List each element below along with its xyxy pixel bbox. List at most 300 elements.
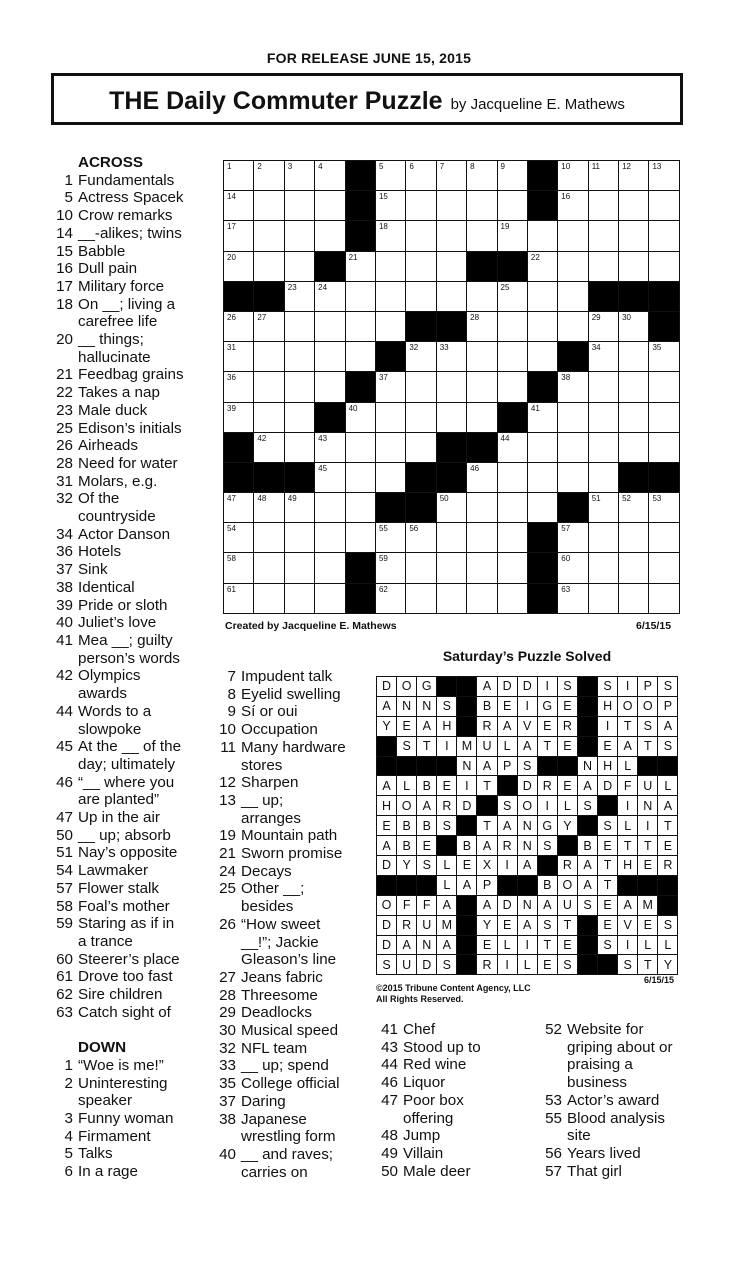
grid-cell[interactable] [375,161,405,191]
grid-cell[interactable] [284,251,314,281]
clue[interactable] [214,969,374,987]
clue[interactable] [51,384,221,402]
grid-cell[interactable] [558,191,588,221]
grid-cell[interactable] [497,553,527,583]
clue[interactable] [214,987,374,1005]
clue[interactable] [51,490,221,508]
clue[interactable] [214,845,374,863]
grid-cell[interactable] [315,493,345,523]
grid-cell[interactable] [497,462,527,492]
grid-cell[interactable] [406,402,436,432]
clue[interactable] [51,632,221,650]
grid-cell[interactable] [224,553,254,583]
grid-cell[interactable] [345,432,375,462]
grid-cell[interactable] [254,342,284,372]
grid-cell[interactable] [588,523,618,553]
grid-cell[interactable] [649,493,679,523]
clue[interactable] [51,685,221,703]
grid-cell[interactable] [224,493,254,523]
solution-letter: B [477,696,497,716]
grid-cell[interactable] [436,583,466,613]
grid-cell[interactable] [619,251,649,281]
grid-cell[interactable] [558,462,588,492]
grid-cell[interactable] [588,311,618,341]
cell-number: 37 [378,373,388,383]
clue[interactable] [51,473,221,491]
clue[interactable] [51,738,221,756]
clue[interactable] [51,543,221,561]
clue[interactable] [214,703,374,721]
grid-cell[interactable] [619,493,649,523]
clue[interactable] [214,827,374,845]
clue[interactable] [214,1111,374,1129]
clue[interactable] [376,1074,536,1092]
grid-cell[interactable] [588,553,618,583]
grid-cell[interactable] [406,432,436,462]
grid-cell[interactable] [527,221,557,251]
grid-cell[interactable] [649,191,679,221]
clue[interactable] [51,225,221,243]
clue[interactable] [214,792,374,810]
clue[interactable] [214,1128,374,1146]
grid-cell[interactable] [254,372,284,402]
grid-cell[interactable] [497,191,527,221]
grid-cell[interactable] [467,161,497,191]
grid-cell[interactable] [527,462,557,492]
grid-cell[interactable] [315,372,345,402]
clue[interactable] [51,986,221,1004]
grid-cell[interactable] [375,221,405,251]
grid-cell[interactable] [619,191,649,221]
grid-cell[interactable] [345,311,375,341]
grid-cell[interactable] [497,311,527,341]
grid-cell[interactable] [588,191,618,221]
clue[interactable] [540,1056,700,1074]
grid-cell[interactable] [436,251,466,281]
grid-cell[interactable] [436,372,466,402]
clue[interactable] [51,243,221,261]
clue[interactable] [51,721,221,739]
grid-cell[interactable] [284,553,314,583]
grid-cell[interactable] [315,221,345,251]
clue[interactable] [540,1092,700,1110]
grid-cell[interactable] [558,402,588,432]
grid-cell[interactable] [588,221,618,251]
grid-cell[interactable] [224,583,254,613]
clue[interactable] [214,1004,374,1022]
grid-cell[interactable] [649,161,679,191]
grid-cell[interactable] [558,553,588,583]
grid-cell[interactable] [649,523,679,553]
black-square [284,462,314,492]
clue[interactable] [51,844,221,862]
grid-cell[interactable] [497,161,527,191]
grid-cell[interactable] [375,432,405,462]
clue[interactable] [51,366,221,384]
grid-cell[interactable] [467,402,497,432]
grid-cell[interactable] [558,372,588,402]
clue[interactable] [51,579,221,597]
grid-cell[interactable] [436,221,466,251]
clue[interactable] [376,1110,536,1128]
clue[interactable] [51,1145,221,1163]
clue[interactable] [51,260,221,278]
grid-cell[interactable] [284,372,314,402]
grid-cell[interactable] [588,342,618,372]
grid-cell[interactable] [649,583,679,613]
grid-cell[interactable] [345,402,375,432]
grid-cell[interactable] [345,342,375,372]
grid-cell[interactable] [588,462,618,492]
grid-cell[interactable] [406,221,436,251]
grid-cell[interactable] [406,583,436,613]
clue[interactable] [376,1092,536,1110]
grid-cell[interactable] [375,402,405,432]
grid-cell[interactable] [406,523,436,553]
grid-cell[interactable] [619,161,649,191]
clue[interactable] [376,1163,536,1181]
clue[interactable] [51,1004,221,1022]
clue[interactable] [214,1093,374,1111]
clue[interactable] [51,1110,221,1128]
clue[interactable] [214,1057,374,1075]
grid-cell[interactable] [558,311,588,341]
clue[interactable] [214,810,374,828]
grid-cell[interactable] [619,372,649,402]
grid-cell[interactable] [284,493,314,523]
clue[interactable] [51,455,221,473]
grid-cell[interactable] [467,523,497,553]
clue[interactable] [51,614,221,632]
grid-cell[interactable] [588,432,618,462]
grid-cell[interactable] [284,342,314,372]
grid-cell[interactable] [467,493,497,523]
clue[interactable] [376,1039,536,1057]
grid-cell[interactable] [558,432,588,462]
grid-cell[interactable] [406,251,436,281]
clue[interactable] [214,934,374,952]
clue[interactable] [51,278,221,296]
solution-black-square [577,716,597,736]
grid-cell[interactable] [558,251,588,281]
grid-cell[interactable] [345,281,375,311]
clue[interactable] [540,1039,700,1057]
grid-cell[interactable] [254,523,284,553]
grid-cell[interactable] [375,583,405,613]
grid-cell[interactable] [284,161,314,191]
clue[interactable] [51,809,221,827]
grid-cell[interactable] [649,221,679,251]
clue[interactable] [214,863,374,881]
clue-text: Male deer [403,1162,471,1180]
grid-cell[interactable] [345,251,375,281]
grid-cell[interactable] [497,523,527,553]
clue[interactable] [214,721,374,739]
grid-cell[interactable] [224,221,254,251]
grid-cell[interactable] [406,191,436,221]
grid-cell[interactable] [284,432,314,462]
grid-cell[interactable] [558,221,588,251]
solution-letter: S [417,856,437,876]
clue[interactable] [51,349,221,367]
grid-cell[interactable] [315,161,345,191]
grid-cell[interactable] [375,462,405,492]
grid-cell[interactable] [619,221,649,251]
grid-cell[interactable] [467,221,497,251]
clue[interactable] [51,402,221,420]
clue[interactable] [51,597,221,615]
clue[interactable] [51,791,221,809]
grid-cell[interactable] [467,342,497,372]
clue-text: Other __; [241,880,305,898]
clue[interactable] [51,650,221,668]
grid-cell[interactable] [436,161,466,191]
grid-cell[interactable] [284,281,314,311]
clue[interactable] [51,774,221,792]
grid-cell[interactable] [254,402,284,432]
clue[interactable] [51,508,221,526]
grid-cell[interactable] [375,553,405,583]
clue[interactable] [214,1146,374,1164]
grid-cell[interactable] [619,583,649,613]
grid-cell[interactable] [497,583,527,613]
clue[interactable] [51,915,221,933]
clue[interactable] [51,880,221,898]
grid-cell[interactable] [375,372,405,402]
grid-cell[interactable] [254,191,284,221]
grid-cell[interactable] [558,523,588,553]
clue[interactable] [540,1163,700,1181]
grid-cell[interactable] [436,281,466,311]
clue[interactable] [376,1127,536,1145]
grid-cell[interactable] [345,493,375,523]
clue[interactable] [51,667,221,685]
grid-cell[interactable] [406,281,436,311]
grid-cell[interactable] [619,402,649,432]
grid-cell[interactable] [467,191,497,221]
grid-cell[interactable] [588,251,618,281]
clue[interactable] [214,951,374,969]
solution-black-square [658,756,678,776]
grid-cell[interactable] [315,342,345,372]
grid-cell[interactable] [558,161,588,191]
grid-cell[interactable] [558,583,588,613]
clue[interactable] [51,561,221,579]
grid-cell[interactable] [315,432,345,462]
clue[interactable] [376,1145,536,1163]
clue[interactable] [51,420,221,438]
grid-cell[interactable] [406,342,436,372]
grid-cell[interactable] [527,432,557,462]
grid-cell[interactable] [406,161,436,191]
clue[interactable] [51,1163,221,1181]
clue[interactable] [51,827,221,845]
grid-cell[interactable] [619,432,649,462]
grid-cell[interactable] [619,523,649,553]
crossword-grid[interactable] [223,160,680,614]
clue[interactable] [51,968,221,986]
solution-letter: S [537,915,557,935]
grid-cell[interactable] [527,342,557,372]
grid-cell[interactable] [588,161,618,191]
clue[interactable] [214,916,374,934]
grid-cell[interactable] [467,462,497,492]
grid-cell[interactable] [436,553,466,583]
grid-cell[interactable] [315,191,345,221]
grid-cell[interactable] [254,161,284,191]
clue[interactable] [51,313,221,331]
grid-cell[interactable] [224,342,254,372]
grid-cell[interactable] [284,523,314,553]
clue[interactable] [51,898,221,916]
grid-cell[interactable] [649,342,679,372]
clue[interactable] [214,1022,374,1040]
clue[interactable] [51,172,221,190]
solution-black-square [537,856,557,876]
grid-cell[interactable] [558,281,588,311]
grid-cell[interactable] [375,311,405,341]
grid-cell[interactable] [254,553,284,583]
clue[interactable] [376,1021,536,1039]
grid-cell[interactable] [224,251,254,281]
clue[interactable] [214,686,374,704]
grid-cell[interactable] [224,402,254,432]
grid-cell[interactable] [284,583,314,613]
grid-cell[interactable] [224,161,254,191]
clue[interactable] [214,898,374,916]
grid-cell[interactable] [436,523,466,553]
grid-cell[interactable] [224,372,254,402]
clue[interactable] [51,189,221,207]
grid-cell[interactable] [315,583,345,613]
clue[interactable] [51,862,221,880]
grid-cell[interactable] [254,221,284,251]
grid-cell[interactable] [497,432,527,462]
grid-cell[interactable] [284,311,314,341]
grid-cell[interactable] [254,493,284,523]
clue[interactable] [51,703,221,721]
clue[interactable] [214,880,374,898]
clue[interactable] [540,1021,700,1039]
grid-cell[interactable] [527,493,557,523]
grid-cell[interactable] [315,553,345,583]
grid-cell[interactable] [497,372,527,402]
grid-cell[interactable] [436,493,466,523]
grid-cell[interactable] [588,583,618,613]
grid-cell[interactable] [619,553,649,583]
grid-cell[interactable] [497,342,527,372]
grid-cell[interactable] [375,281,405,311]
grid-cell[interactable] [406,553,436,583]
grid-cell[interactable] [254,251,284,281]
grid-cell[interactable] [649,372,679,402]
grid-cell[interactable] [588,402,618,432]
grid-cell[interactable] [467,311,497,341]
grid-cell[interactable] [254,432,284,462]
grid-cell[interactable] [527,281,557,311]
clue[interactable] [51,933,221,951]
grid-cell[interactable] [315,462,345,492]
clue[interactable] [376,1056,536,1074]
clue[interactable] [214,739,374,757]
clue[interactable] [540,1145,700,1163]
grid-cell[interactable] [497,221,527,251]
grid-cell[interactable] [467,583,497,613]
grid-cell[interactable] [284,402,314,432]
clue[interactable] [51,296,221,314]
grid-cell[interactable] [467,281,497,311]
grid-cell[interactable] [345,462,375,492]
grid-cell[interactable] [284,221,314,251]
grid-cell[interactable] [649,251,679,281]
grid-cell[interactable] [436,402,466,432]
grid-cell[interactable] [619,311,649,341]
grid-cell[interactable] [467,553,497,583]
grid-cell[interactable] [588,493,618,523]
grid-cell[interactable] [527,251,557,281]
grid-cell[interactable] [527,311,557,341]
clue[interactable] [214,1075,374,1093]
grid-cell[interactable] [588,372,618,402]
grid-cell[interactable] [254,583,284,613]
clue[interactable] [51,951,221,969]
grid-cell[interactable] [375,191,405,221]
grid-cell[interactable] [254,311,284,341]
solution-letter: D [517,677,537,697]
grid-cell[interactable] [406,372,436,402]
grid-cell[interactable] [345,523,375,553]
clue[interactable] [214,774,374,792]
grid-cell[interactable] [649,402,679,432]
grid-cell[interactable] [619,342,649,372]
grid-cell[interactable] [284,191,314,221]
grid-cell[interactable] [224,523,254,553]
clue[interactable] [214,668,374,686]
grid-cell[interactable] [497,493,527,523]
grid-cell[interactable] [224,311,254,341]
clue[interactable] [214,1164,374,1182]
grid-cell[interactable] [375,523,405,553]
grid-cell[interactable] [467,372,497,402]
grid-cell[interactable] [497,281,527,311]
clue[interactable] [540,1110,700,1128]
clue[interactable] [51,756,221,774]
grid-cell[interactable] [436,191,466,221]
clue[interactable] [214,757,374,775]
clue[interactable] [51,207,221,225]
clue[interactable] [214,1040,374,1058]
clue[interactable] [51,1057,221,1075]
grid-cell[interactable] [436,342,466,372]
grid-cell[interactable] [315,311,345,341]
grid-cell[interactable] [224,191,254,221]
clue[interactable] [51,1092,221,1110]
grid-cell[interactable] [527,402,557,432]
grid-cell[interactable] [375,251,405,281]
clue[interactable] [51,526,221,544]
grid-cell[interactable] [649,553,679,583]
clue[interactable] [540,1127,700,1145]
clue[interactable] [51,437,221,455]
grid-cell[interactable] [315,281,345,311]
clue[interactable] [51,331,221,349]
clue[interactable] [51,1075,221,1093]
solution-letter: N [517,836,537,856]
clue[interactable] [51,1128,221,1146]
clue[interactable] [540,1074,700,1092]
grid-cell[interactable] [649,432,679,462]
grid-cell[interactable] [315,523,345,553]
